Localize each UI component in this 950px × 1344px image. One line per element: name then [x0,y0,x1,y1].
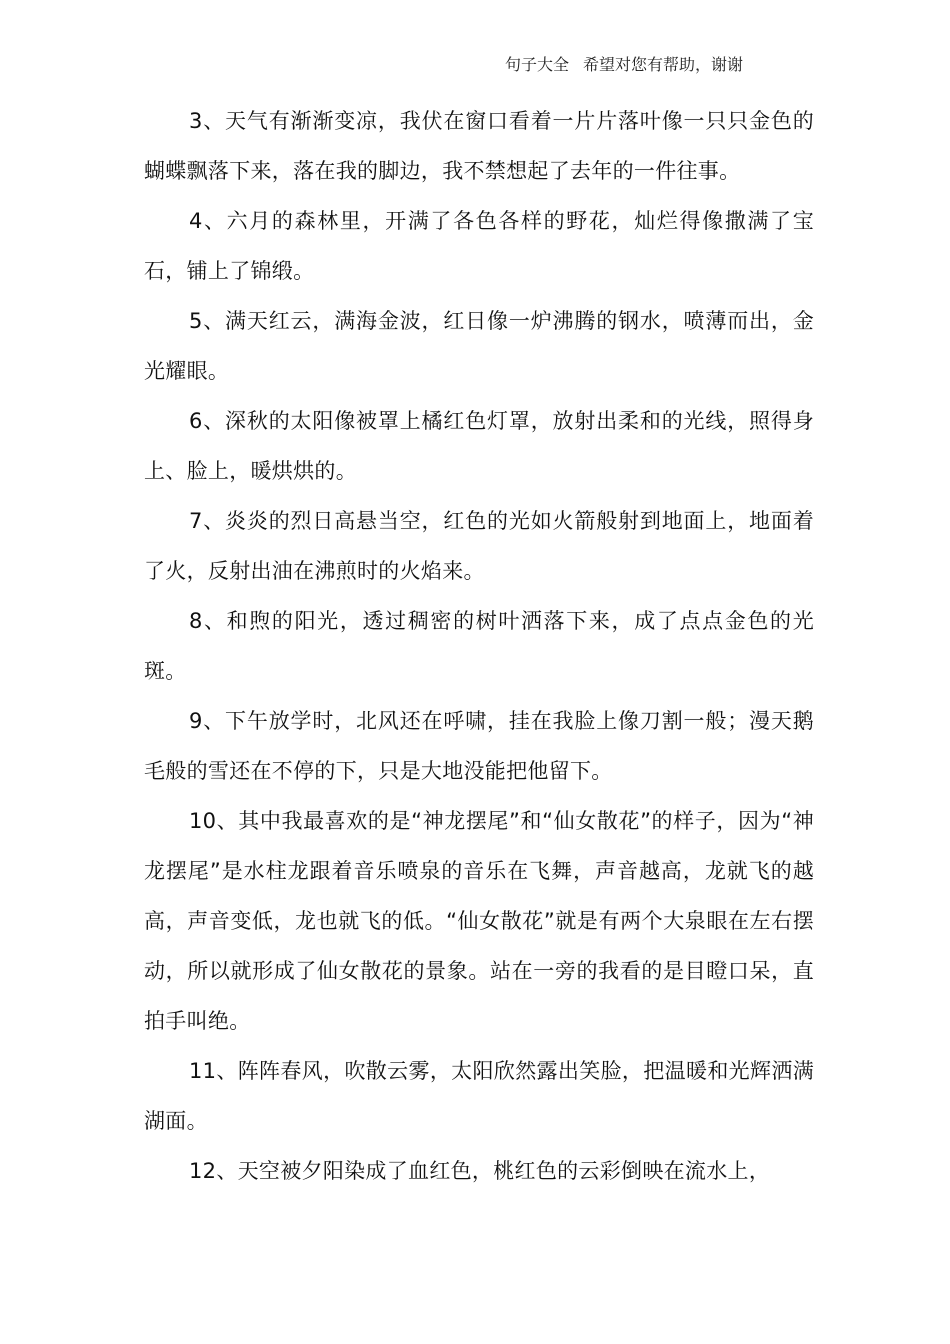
paragraph-5: 5、满天红云，满海金波，红日像一炉沸腾的钢水，喷薄而出，金光耀眼。 [144,309,814,383]
header-greeting: 希望对您有帮助，谢谢 [583,55,744,74]
paragraph-9: 9、下午放学时，北风还在呼啸，挂在我脸上像刀割一般；漫天鹅毛般的雪还在不停的下，只是大地没能把他留下。 [144,709,814,783]
document-body [144,96,814,1196]
paragraph-6: 6、深秋的太阳像被罩上橘红色灯罩，放射出柔和的光线，照得身上、脸上，暖烘烘的。 [144,409,814,483]
paragraph-8: 8、和煦的阳光，透过稠密的树叶洒落下来，成了点点金色的光斑。 [144,609,814,683]
paragraph-3: 3、天气有渐渐变凉，我伏在窗口看着一片片落叶像一只只金色的蝴蝶飘落下来，落在我的脚边，我不禁想起了去年的一件往事。 [144,109,814,183]
paragraph-10: 10、其中我最喜欢的是“神龙摆尾”和“仙女散花”的样子，因为“神龙摆尾”是水柱龙跟着音乐喷泉的音乐在飞舞，声音越高，龙就飞的越高，声音变低，龙也就飞的低。“仙女散花”就是有两个大泉眼在左右摆动，所以就形成了仙女散花的景象。站在一旁的我看的是目瞪口呆，直拍手叫绝。 [144,809,814,1033]
paragraph-4: 4、六月的森林里，开满了各色各样的野花，灿烂得像撒满了宝石，铺上了锦缎。 [144,209,814,283]
paragraph-11: 11、阵阵春风，吹散云雾，太阳欣然露出笑脸，把温暖和光辉洒满湖面。 [144,1059,814,1133]
page-header [505,54,905,76]
paragraph-12: 12、天空被夕阳染成了血红色，桃红色的云彩倒映在流水上， [189,1159,771,1183]
paragraph-7: 7、炎炎的烈日高悬当空，红色的光如火箭般射到地面上，地面着了火，反射出油在沸煎时的火焰来。 [144,509,814,583]
header-site-name: 句子大全 [505,55,570,74]
